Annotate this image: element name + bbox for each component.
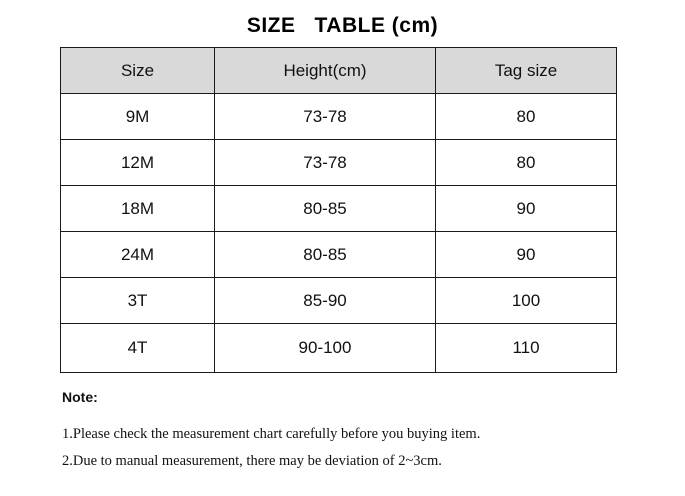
cell-height: 73-78 bbox=[215, 94, 436, 140]
cell-tag-size: 90 bbox=[436, 186, 617, 232]
cell-height: 80-85 bbox=[215, 186, 436, 232]
note-label: Note: bbox=[62, 389, 98, 405]
column-header-size: Size bbox=[61, 48, 215, 94]
cell-tag-size: 100 bbox=[436, 278, 617, 324]
cell-size: 3T bbox=[61, 278, 215, 324]
note-line-2: 2.Due to manual measurement, there may be deviation of 2~3cm. bbox=[62, 453, 442, 469]
cell-size: 9M bbox=[61, 94, 215, 140]
table-row bbox=[61, 278, 617, 324]
cell-height: 80-85 bbox=[215, 232, 436, 278]
cell-tag-size: 110 bbox=[436, 324, 617, 373]
table-row bbox=[61, 232, 617, 278]
cell-tag-size: 80 bbox=[436, 94, 617, 140]
table-row bbox=[61, 324, 617, 373]
cell-tag-size: 80 bbox=[436, 140, 617, 186]
cell-size: 12M bbox=[61, 140, 215, 186]
cell-height: 85-90 bbox=[215, 278, 436, 324]
cell-size: 18M bbox=[61, 186, 215, 232]
table-header-row bbox=[61, 48, 617, 94]
column-header-height: Height(cm) bbox=[215, 48, 436, 94]
table-row bbox=[61, 140, 617, 186]
cell-size: 4T bbox=[61, 324, 215, 373]
column-header-tag-size: Tag size bbox=[436, 48, 617, 94]
cell-height: 90-100 bbox=[215, 324, 436, 373]
table-row bbox=[61, 94, 617, 140]
size-table bbox=[60, 47, 617, 373]
cell-tag-size: 90 bbox=[436, 232, 617, 278]
cell-size: 24M bbox=[61, 232, 215, 278]
table-row bbox=[61, 186, 617, 232]
cell-height: 73-78 bbox=[215, 140, 436, 186]
size-table-title: SIZE TABLE (cm) bbox=[246, 14, 439, 37]
note-line-1: 1.Please check the measurement chart carefully before you buying item. bbox=[62, 426, 481, 442]
